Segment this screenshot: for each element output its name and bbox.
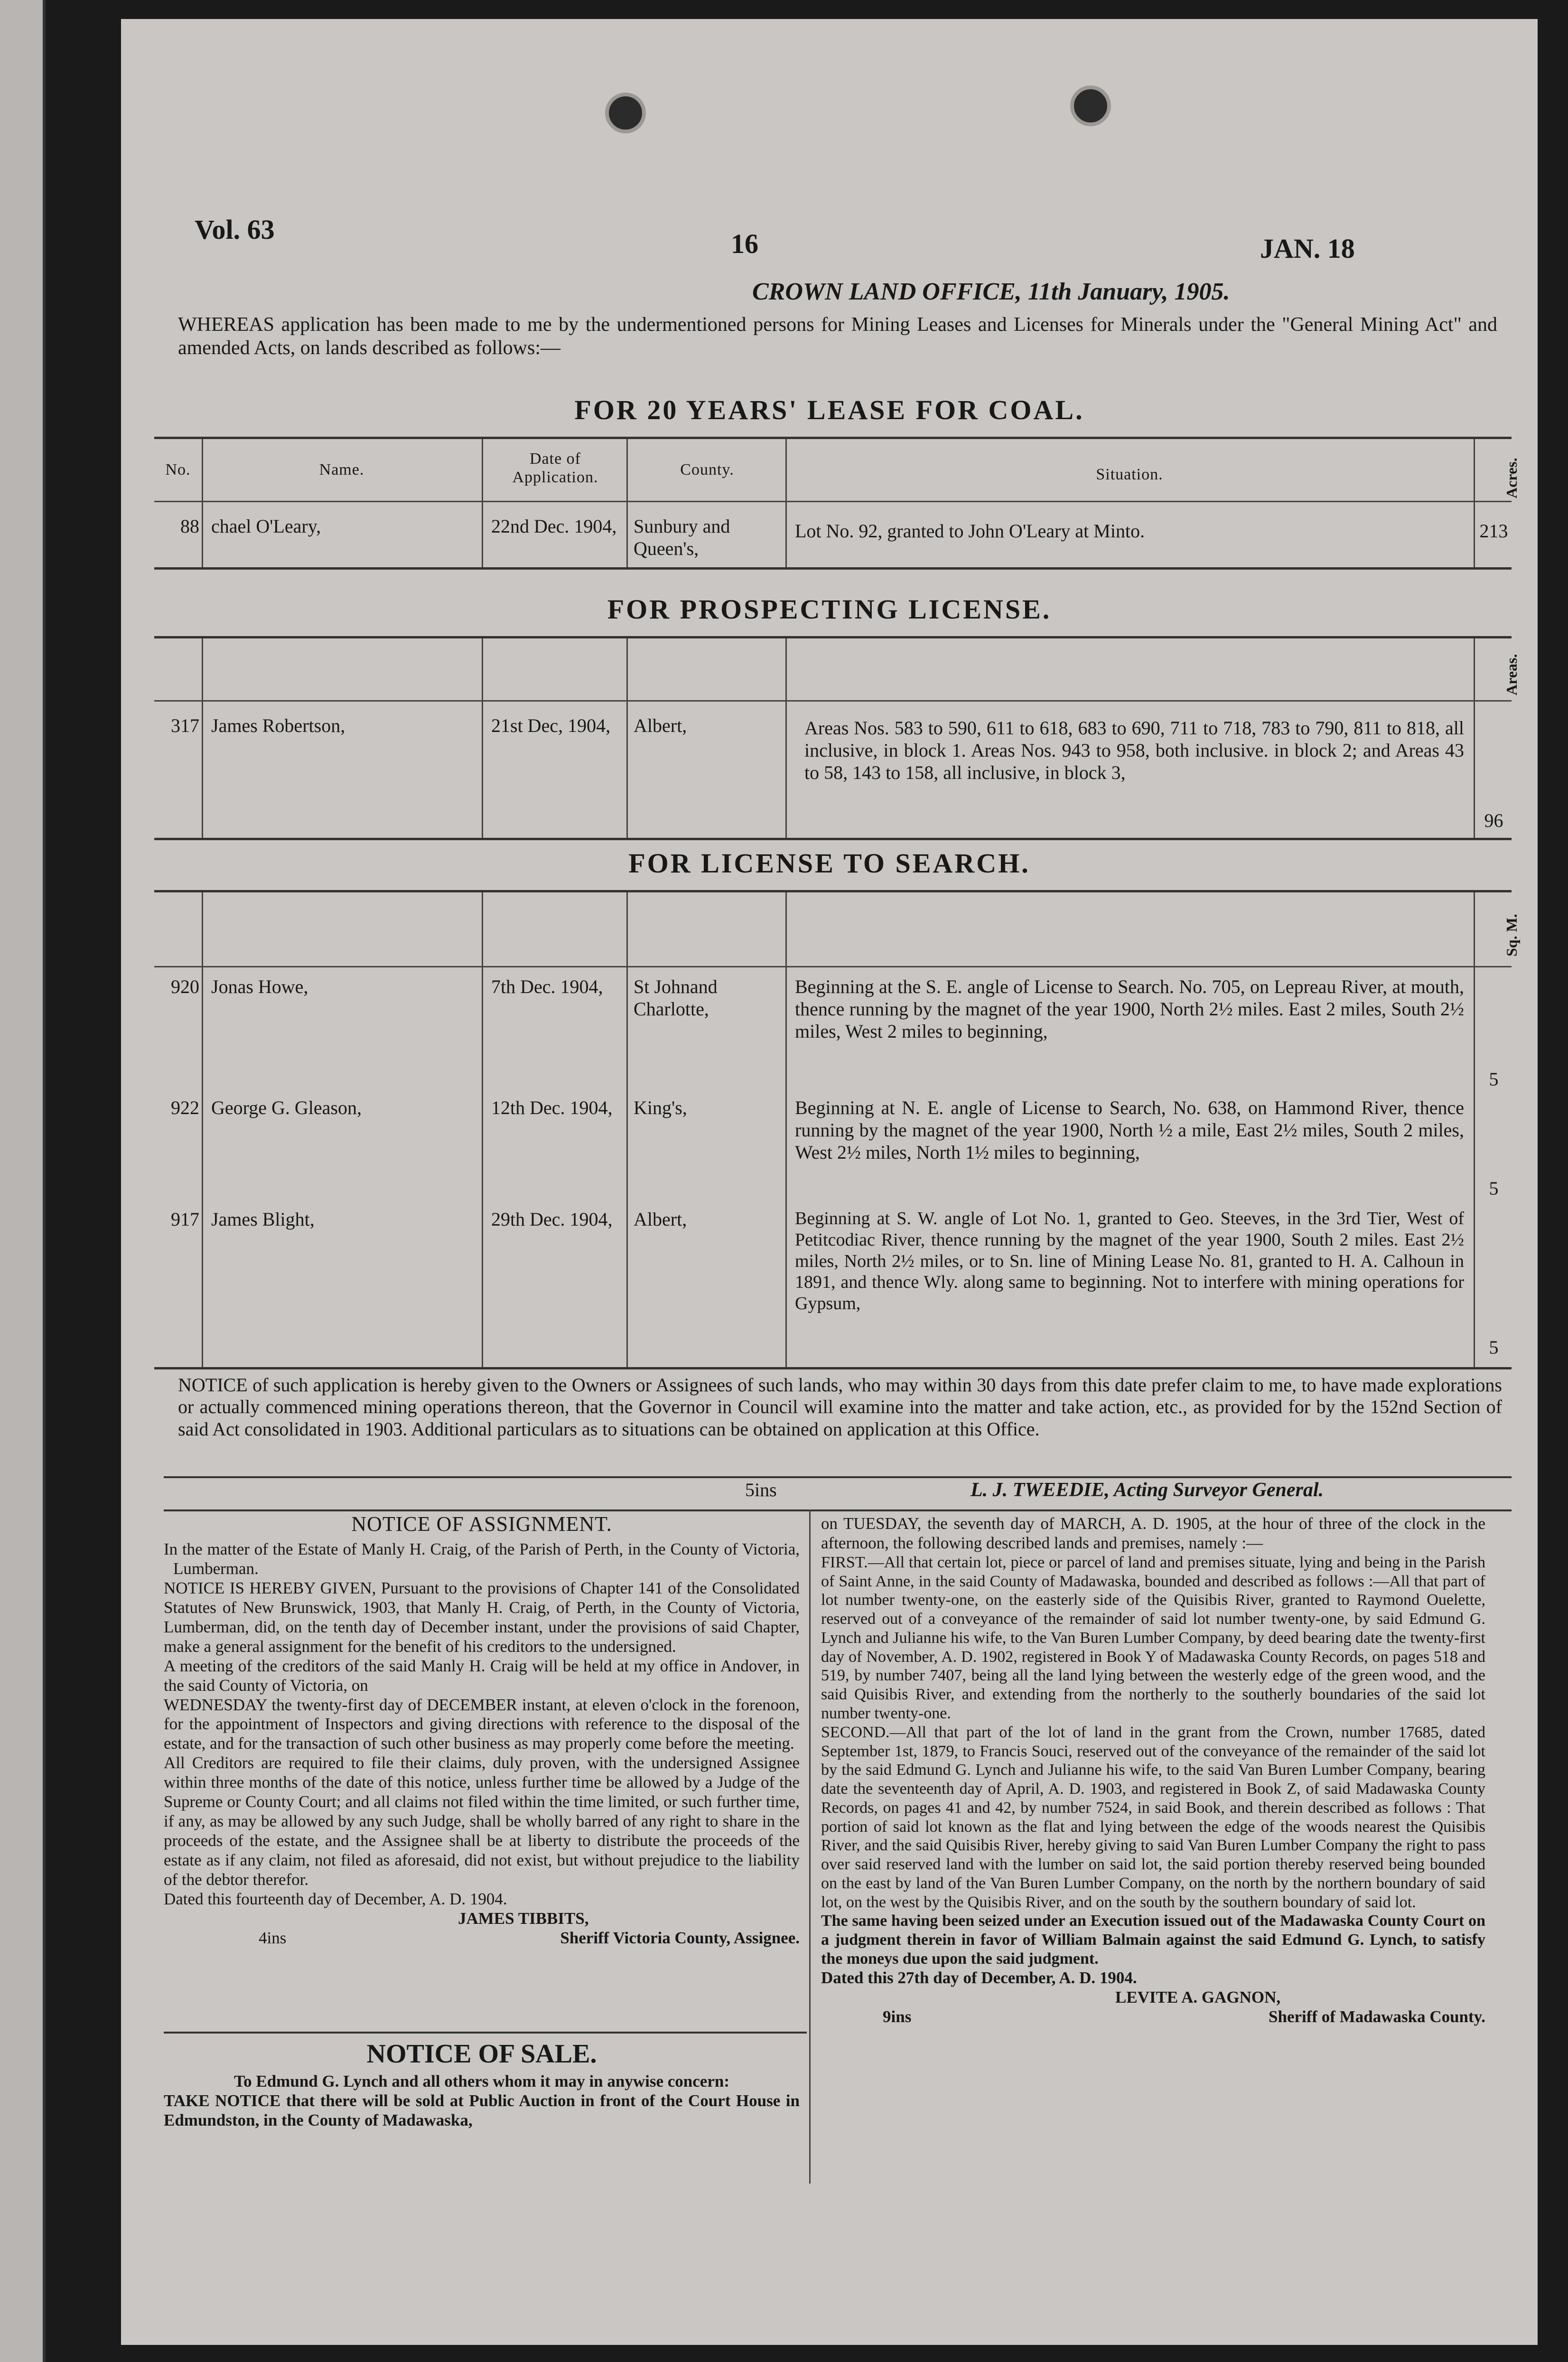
sale-title: NOTICE OF SALE.: [366, 2039, 597, 2069]
sale-p3: FIRST.—All that certain lot, piece or parcel of land and premises situate, lying and being in the Parish of Saint Anne, in the said County of Madawaska, bounded and described as follows :—All that part of lot number twenty-one, on the easterly side of the Quisibis River, granted to Raymond Ouelette, reserved out of a conveyance of the remainder of said lot number twenty-one, by said Edmund G. Lynch and Julianne his wife, to the Van Buren Lumber Company, by deed bearing date the twenty-first day of November, A. D. 1902, registered in Book Y of Madawaska County Records, on pages 518 and 519, by number 7407, being all the land lying between the westerly edge of the green wood, and the said Quisibis River, and extending from the northerly to the southerly boundaries of the said lot number twenty-one.: [821, 1553, 1485, 1722]
row-date: 21st Dec, 1904,: [491, 715, 611, 736]
row-name: chael O'Leary,: [211, 516, 321, 537]
assignment-signer: JAMES TIBBITS,: [458, 1909, 589, 1928]
row-situation: Beginning at the S. E. angle of License to Search. No. 705, on Lepreau River, at mouth, thence running by the magnet of the year 1900, North 2½ miles. East 2 miles, South 2½ miles, West 2 miles to beginning,: [795, 976, 1464, 1042]
row-name: George G. Gleason,: [211, 1097, 362, 1118]
row-date: 7th Dec. 1904,: [491, 976, 603, 997]
assignment-p2: A meeting of the creditors of the said Manly H. Craig will be held at my office in Andover, in the said County of Victoria, on: [164, 1656, 800, 1695]
facing-page-edge: [0, 0, 46, 2362]
sale-p1: TAKE NOTICE that there will be sold at Public Auction in front of the Court House in Edmundston, in the County of Madawaska,: [164, 2091, 800, 2129]
col-acres-header: Acres.: [1503, 458, 1520, 498]
page-number: 16: [731, 228, 758, 259]
row-county: King's,: [634, 1097, 687, 1118]
notice-insertions: 5ins: [745, 1479, 777, 1500]
col-areas-header: Areas.: [1503, 654, 1520, 695]
row-amount: 213: [1479, 520, 1508, 542]
row-situation: Lot No. 92, granted to John O'Leary at Minto.: [795, 520, 1145, 542]
row-amount: 5: [1489, 1178, 1499, 1199]
row-county: Sunbury and Queen's,: [634, 516, 730, 560]
row-no: 917: [171, 1209, 199, 1230]
row-amount: 5: [1489, 1069, 1499, 1090]
notice-of-sale-start: [164, 2039, 800, 2130]
row-county: St Johnand Charlotte,: [634, 976, 718, 1020]
sale-p4: SECOND.—All that part of the lot of land in the grant from the Crown, number 17685, dated September 1st, 1879, to Francis Souci, reserved out of the conveyance of the remainder of the said lot by the said Edmund G. Lynch and Julianne his wife, to the said Van Buren Lumber Company, bearing date the seventeenth day of April, A. D. 1903, and registered in Book Z, of said Madawaska County Records, on pages 41 and 42, by number 7524, in said Book, and therein described as follows : That portion of said lot known as the flat and lying between the edge of the woods nearest the Quisibis River, and the said Quisibis River, hereby giving to said Van Buren Lumber Company the right to pass over said reserved land with the lumber on said lot, the said portion thereby reserved being bounded on the east by land of the Van Buren Lumber Company, on the north by the northern boundary of said lot, on the west by the Quisibis River, and on the south by the southern boundary of said lot.: [821, 1723, 1485, 1911]
notice-of-assignment: [164, 1512, 800, 1948]
sale-to: To Edmund G. Lynch and all others whom it may in anywise concern:: [233, 2072, 729, 2090]
assignment-insertions: 4ins: [259, 1928, 287, 1947]
row-no: 920: [171, 976, 199, 997]
col-sqm-header: Sq. M.: [1503, 914, 1520, 956]
coal-table: [154, 437, 1520, 570]
notice-paragraph: NOTICE of such application is hereby given to the Owners or Assignees of such lands, who may within 30 days from this date prefer claim to me, to have made explorations or actually commenced mining operations thereon, that the Governor in Council will examine into the matter and take action, etc., as provided for by the 152nd Section of said Act consolidated in 1903. Additional particulars as to situations can be obtained on application at this Office.: [178, 1374, 1502, 1440]
row-no: 317: [171, 715, 199, 736]
prospecting-section-title: FOR PROSPECTING LICENSE.: [607, 594, 1052, 625]
search-table: [154, 890, 1520, 1369]
punch-hole: [1070, 85, 1111, 126]
row-no: 88: [180, 516, 199, 537]
sale-dated: Dated this 27th day of December, A. D. 1904.: [821, 1968, 1137, 1987]
volume-label: Vol. 63: [195, 214, 275, 245]
assignment-p4: All Creditors are required to file their claims, duly proven, with the undersigned Assignee within three months of the date of this notice, unless further time be allowed by a Judge of the Supreme or County Court; and all claims not filed within the time limited, or such further time, if any, as may be allowed by any such Judge, shall be wholly barred of any right to share in the proceeds of the estate, and the Assignee shall be at liberty to distribute the proceeds of the estate as if any claim, not filed as aforesaid, did not exist, but without prejudice to the liability of the debtor therefor.: [164, 1753, 800, 1889]
row-name: Jonas Howe,: [211, 976, 308, 997]
assignment-p1: NOTICE IS HEREBY GIVEN, Pursuant to the provisions of Chapter 141 of the Consolidated Statutes of New Brunswick, 1903, that Manly H. Craig, of Perth, in the County of Victoria, Lumberman, did, on the tenth day of December instant, under the provisions of said Chapter, make a general assignment for the benefit of his creditors to the undersigned.: [164, 1578, 800, 1656]
row-no: 922: [171, 1097, 199, 1118]
office-dateline: CROWN LAND OFFICE, 11th January, 1905.: [752, 278, 1230, 305]
row-date: 12th Dec. 1904,: [491, 1097, 613, 1118]
sale-p2: on TUESDAY, the seventh day of MARCH, A. D. 1905, at the hour of three of the clock in the afternoon, the following described lands and premises, namely :—: [821, 1514, 1485, 1552]
row-county: Albert,: [634, 1209, 687, 1230]
intro-paragraph: WHEREAS application has been made to me by the undermentioned persons for Mining Leases and Licenses for Minerals under the "General Mining Act" and amended Acts, on lands described as follows:—: [178, 314, 1497, 359]
assignment-dated: Dated this fourteenth day of December, A. D. 1904.: [164, 1889, 507, 1908]
issue-date: JAN. 18: [1260, 233, 1355, 264]
coal-section-title: FOR 20 YEARS' LEASE FOR COAL.: [574, 394, 1084, 425]
notice-signature: L. J. TWEEDIE, Acting Surveyor General.: [971, 1479, 1324, 1501]
sale-insertions: 9ins: [883, 2007, 912, 2026]
row-name: James Blight,: [211, 1209, 315, 1230]
sale-signer-title: Sheriff of Madawaska County.: [1269, 2007, 1485, 2026]
assignment-title: NOTICE OF ASSIGNMENT.: [351, 1512, 612, 1536]
prospecting-table: [154, 636, 1520, 840]
row-situation: Beginning at S. W. angle of Lot No. 1, granted to Geo. Steeves, in the 3rd Tier, West of Petitcodiac River, thence running by the magnet of the year 1900, South 2 miles. East 2½ miles, North 2½ miles, or to Sn. line of Mining Lease No. 81, granted to H. A. Calhoun in 1891, and thence Wly. along same to beginning. Not to interfere with mining operations for Gypsum,: [795, 1209, 1464, 1314]
col-county-header: County.: [680, 461, 734, 478]
row-situation: Areas Nos. 583 to 590, 611 to 618, 683 to 690, 711 to 718, 783 to 790, 811 to 818, all inclusive, in block 1. Areas Nos. 943 to 958, both inclusive. in block 2; and Areas 43 to 58, 143 to 158, all inclusive, in block 3,: [804, 717, 1464, 784]
assignment-signer-title: Sheriff Victoria County, Assignee.: [560, 1928, 800, 1947]
sale-signer: LEVITE A. GAGNON,: [1115, 1987, 1281, 2006]
row-county: Albert,: [634, 715, 687, 736]
search-section-title: FOR LICENSE TO SEARCH.: [628, 848, 1030, 879]
col-no-header: No.: [165, 461, 191, 478]
assignment-matter: In the matter of the Estate of Manly H. Craig, of the Parish of Perth, in the County of Victoria, Lumberman.: [164, 1540, 800, 1578]
row-amount: 96: [1484, 810, 1503, 831]
assignment-p3: WEDNESDAY the twenty-first day of DECEMBER instant, at eleven o'clock in the forenoon, for the appointment of Inspectors and giving directions with reference to the disposal of the estate, and for the transaction of such other business as may properly come before the meeting.: [164, 1695, 800, 1753]
sale-p5: The same having been seized under an Execution issued out of the Madawaska County Court on a judgment therein in favor of William Balmain against the said Edmund G. Lynch, to satisfy the moneys due upon the said judgment.: [821, 1912, 1485, 1968]
row-date: 22nd Dec. 1904,: [491, 516, 617, 537]
gazette-page: [121, 19, 1538, 2345]
col-name-header: Name.: [319, 461, 364, 478]
col-situation-header: Situation.: [1096, 466, 1163, 483]
row-amount: 5: [1489, 1337, 1499, 1358]
punch-hole: [605, 93, 646, 133]
row-situation: Beginning at N. E. angle of License to Search, No. 638, on Hammond River, thence running by the magnet of the year 1900, North ½ a mile, East 2½ miles, South 2 miles, West 2½ miles, North 1½ miles to beginning,: [795, 1097, 1464, 1163]
row-date: 29th Dec. 1904,: [491, 1209, 613, 1230]
notice-of-sale-continued: [821, 1514, 1485, 2027]
row-name: James Robertson,: [211, 715, 345, 736]
col-date-header: Date of Application.: [512, 450, 598, 487]
